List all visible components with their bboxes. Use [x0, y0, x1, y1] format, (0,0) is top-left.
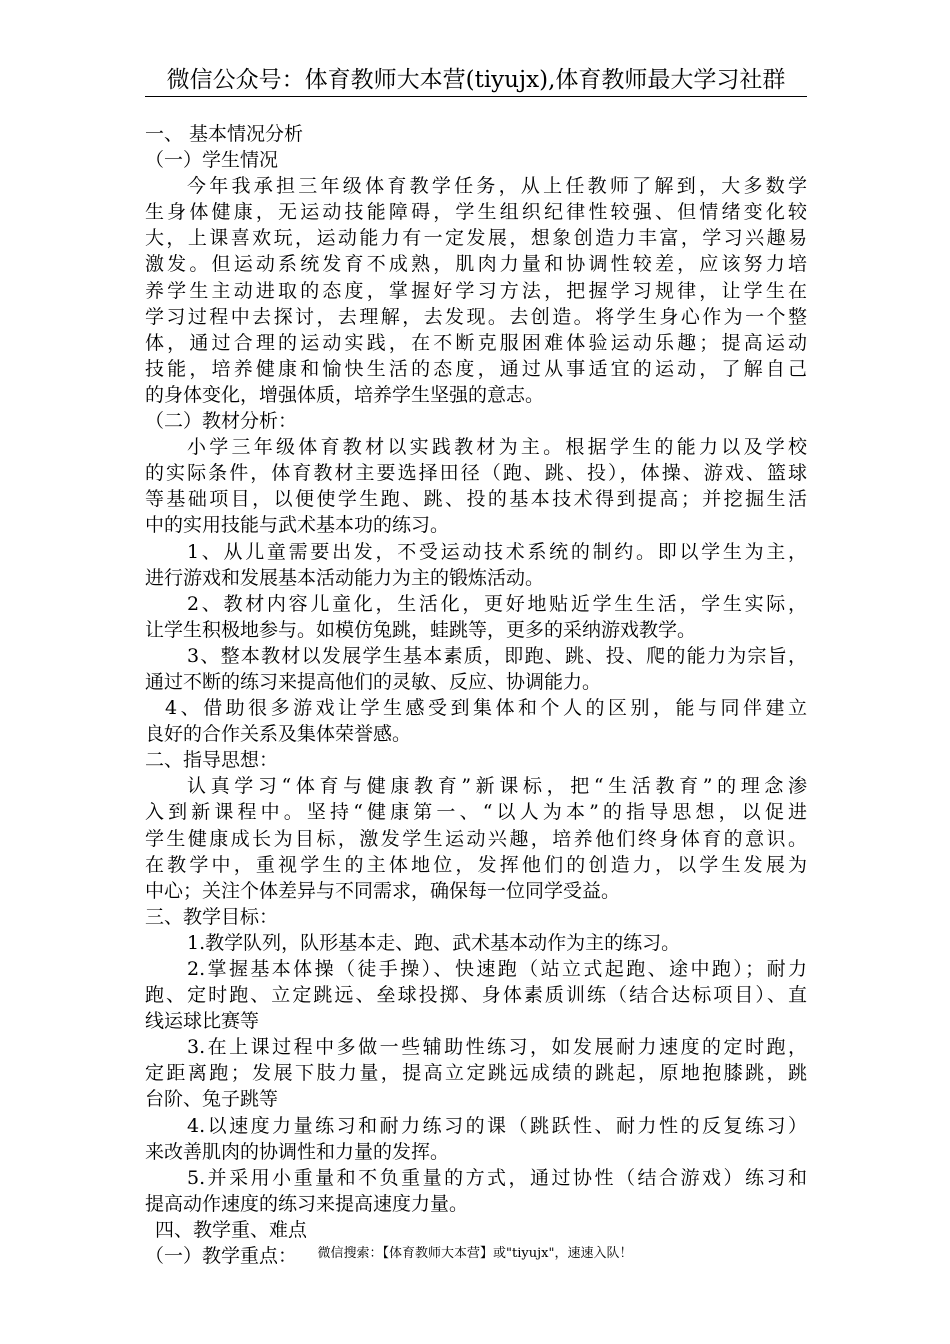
document-body	[145, 121, 807, 1269]
paragraph-line: 2、教材内容儿童化，生活化，更好地贴近学生生活，学生实际，	[187, 592, 807, 615]
paragraph-line: 小学三年级体育教材以实践教材为主。根据学生的能力以及学校	[187, 436, 807, 459]
header-divider	[145, 96, 807, 97]
paragraph-line: 激发。但运动系统发育不成熟，肌肉力量和协调性较差，应该努力培	[145, 253, 807, 276]
paragraph-line: 定距离跑；发展下肢力量，提高立定跳远成绩的跳起，原地抱膝跳，跳	[145, 1062, 807, 1085]
paragraph-line: 4、借助很多游戏让学生感受到集体和个人的区别，能与同伴建立	[165, 697, 807, 720]
paragraph-line: 一、 基本情况分析	[145, 123, 304, 145]
paragraph-line: 2.掌握基本体操（徒手操）、快速跑（站立式起跑、途中跑）；耐力	[187, 958, 807, 980]
paragraph-line: 的身体变化，增强体质，培养学生坚强的意志。	[145, 383, 545, 406]
paragraph-line: 认真学习“体育与健康教育”新课标，把“生活教育”的理念渗	[187, 775, 807, 798]
paragraph-line: （二）教材分析：	[145, 410, 298, 433]
paragraph-line: 中心；关注个体差异与不同需求，确保每一位同学受益。	[145, 879, 621, 902]
paragraph-line: 3.在上课过程中多做一些辅助性练习，如发展耐力速度的定时跑，	[187, 1036, 807, 1059]
paragraph-line: 大，上课喜欢玩，运动能力有一定发展，想象创造力丰富，学习兴趣易	[145, 227, 807, 250]
paragraph-line: 让学生积极地参与。如模仿兔跳，蛙跳等，更多的采纳游戏教学。	[145, 618, 697, 641]
page-header-title: 微信公众号：体育教师大本营(tiyujx),体育教师最大学习社群	[166, 67, 786, 93]
paragraph-line: 技能，培养健康和愉快生活的态度，通过从事适宜的运动，了解自己	[145, 357, 807, 380]
paragraph-line: 台阶、兔子跳等	[145, 1088, 279, 1111]
paragraph-line: 线运球比赛等	[145, 1010, 260, 1033]
paragraph-line: 1、从儿童需要出发，不受运动技术系统的制约。即以学生为主，	[187, 540, 807, 563]
paragraph-line: 通过不断的练习来提高他们的灵敏、反应、协调能力。	[145, 670, 602, 693]
paragraph-line: 入到新课程中。坚持“健康第一、“以人为本”的指导思想，以促进	[145, 801, 807, 824]
paragraph-line: 四、教学重、难点	[155, 1218, 308, 1241]
paragraph-line: 体，通过合理的运动实践，在不断克服困难体验运动乐趣；提高运动	[145, 331, 807, 354]
paragraph-line: 的实际条件，体育教材主要选择田径（跑、跳、投），体操、游戏、篮球	[145, 462, 807, 485]
paragraph-line: 等基础项目，以便使学生跑、跳、投的基本技术得到提高；并挖掘生活	[145, 488, 807, 511]
paragraph-line: 学生健康成长为目标，激发学生运动兴趣，培养他们终身体育的意识。	[145, 827, 807, 850]
paragraph-line: 今年我承担三年级体育教学任务，从上任教师了解到，大多数学	[187, 175, 807, 198]
paragraph-line: （一）教学重点：	[145, 1245, 298, 1268]
paragraph-line: 提高动作速度的练习来提高速度力量。	[145, 1192, 469, 1215]
page-footer-note: 微信搜索：【体育教师大本营】或"tiyujx"，速速入队！	[317, 1246, 633, 1261]
paragraph-line: 二、指导思想：	[145, 749, 279, 772]
paragraph-line: 4.以速度力量练习和耐力练习的课（跳跃性、耐力性的反复练习）	[187, 1114, 807, 1137]
paragraph-line: 养学生主动进取的态度，掌握好学习方法，把握学习规律，让学生在	[145, 279, 807, 302]
paragraph-line: 良好的合作关系及集体荣誉感。	[145, 723, 412, 746]
paragraph-line: 在教学中，重视学生的主体地位，发挥他们的创造力，以学生发展为	[145, 853, 807, 876]
paragraph-line: 3、整本教材以发展学生基本素质，即跑、跳、投、爬的能力为宗旨，	[187, 644, 807, 667]
paragraph-line: 学习过程中去探讨，去理解，去发现。去创造。将学生身心作为一个整	[145, 305, 807, 328]
paragraph-line: 生身体健康，无运动技能障碍，学生组织纪律性较强、但情绪变化较	[145, 201, 807, 224]
paragraph-line: 跑、定时跑、立定跳远、垒球投掷、身体素质训练（结合达标项目）、直	[145, 984, 807, 1007]
paragraph-line: 5.并采用小重量和不负重量的方式，通过协性（结合游戏）练习和	[187, 1166, 807, 1189]
paragraph-line: 进行游戏和发展基本活动能力为主的锻炼活动。	[145, 566, 545, 589]
paragraph-line: 中的实用技能与武术基本功的练习。	[145, 514, 450, 537]
paragraph-line: 来改善肌肉的协调性和力量的发挥。	[145, 1140, 450, 1163]
paragraph-line: （一）学生情况	[145, 149, 279, 172]
paragraph-line: 1.教学队列，队形基本走、跑、武术基本动作为主的练习。	[187, 931, 681, 954]
paragraph-line: 三、教学目标：	[145, 905, 279, 928]
